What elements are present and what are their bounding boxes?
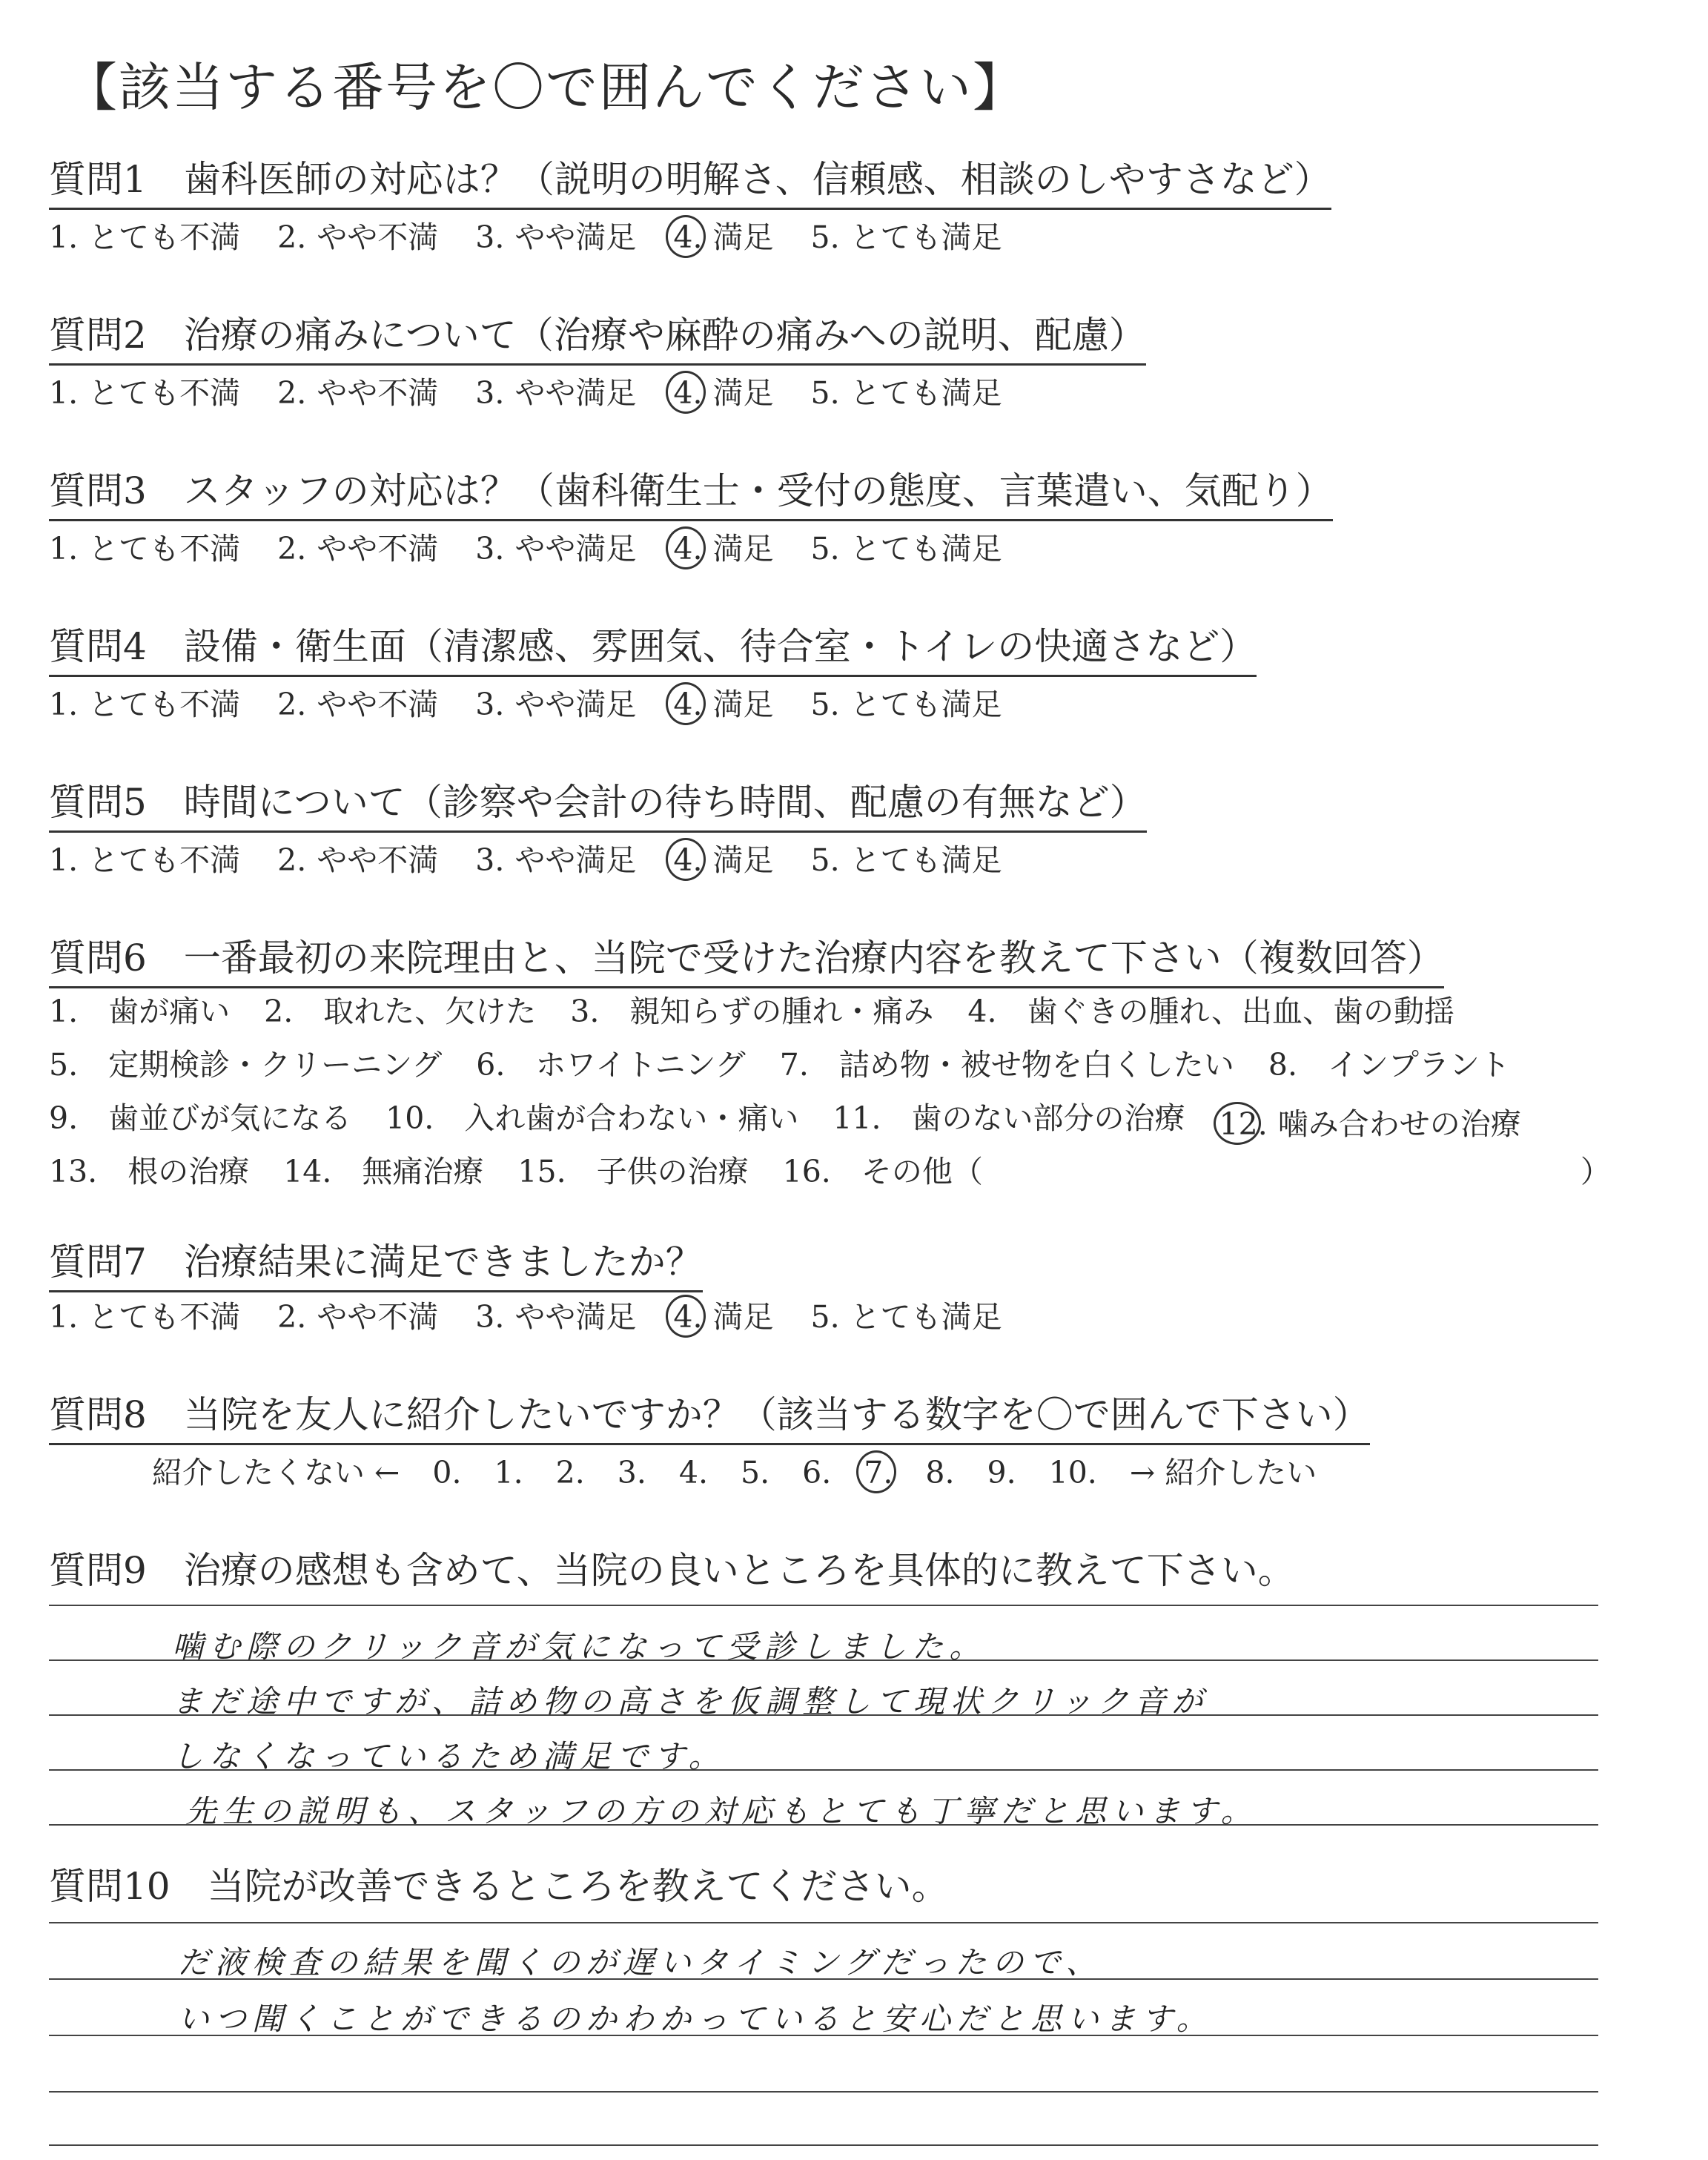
q9-answer-line-4[interactable]: 先生の説明も、スタッフの方の対応もとても丁寧だと思います。 bbox=[185, 1793, 1258, 1829]
q2-option-4-selected[interactable]: 4. 満足 bbox=[673, 372, 773, 414]
q6-option-13[interactable]: 13. 根の治療 bbox=[49, 1154, 250, 1189]
q6-option-1[interactable]: 1. 歯が痛い bbox=[49, 994, 231, 1029]
q6-option-10[interactable]: 10. 入れ歯が合わない・痛い bbox=[385, 1100, 799, 1136]
q6-row-1 bbox=[49, 991, 1665, 1044]
q6-option-6[interactable]: 6. ホワイトニング bbox=[476, 1047, 746, 1083]
q3-options bbox=[49, 528, 1002, 569]
q5-options bbox=[49, 839, 1002, 881]
q4-title: 質問4 設備・衛生面（清潔感、雰囲気、待合室・トイレの快適さなど） bbox=[49, 624, 1257, 677]
q9-title: 質問9 治療の感想も含めて、当院の良いところを具体的に教えて下さい。 bbox=[49, 1549, 1295, 1592]
q6-title: 質問6 一番最初の来院理由と、当院で受けた治療内容を教えて下さい（複数回答） bbox=[49, 936, 1444, 988]
q8-option-5[interactable]: 5. bbox=[741, 1455, 770, 1490]
q10-answer-rule-4 bbox=[49, 2091, 1598, 2093]
q8-option-2[interactable]: 2. bbox=[555, 1455, 585, 1490]
q3-option-5[interactable]: 5. とても満足 bbox=[810, 531, 1002, 567]
q8-option-9[interactable]: 9. bbox=[987, 1455, 1016, 1490]
q2-option-3[interactable]: 3. やや満足 bbox=[475, 375, 637, 411]
q5-option-2[interactable]: 2. やや不満 bbox=[277, 842, 439, 878]
q1-options bbox=[49, 217, 1002, 258]
q6-options bbox=[49, 991, 1665, 1204]
q7-title: 質問7 治療結果に満足できましたか？ bbox=[49, 1240, 703, 1292]
q2-option-2[interactable]: 2. やや不満 bbox=[277, 375, 439, 411]
q8-right-label: → 紹介したい bbox=[1129, 1455, 1317, 1490]
q3-option-2[interactable]: 2. やや不満 bbox=[277, 531, 439, 567]
q6-row-4 bbox=[49, 1151, 1665, 1204]
q8-option-6[interactable]: 6. bbox=[802, 1455, 832, 1490]
q3-option-3[interactable]: 3. やや満足 bbox=[475, 531, 637, 567]
q7-option-5[interactable]: 5. とても満足 bbox=[810, 1299, 1002, 1335]
q1-title: 質問1 歯科医師の対応は？（説明の明解さ、信頼感、相談のしやすさなど） bbox=[49, 157, 1331, 210]
q6-option-4[interactable]: 4. 歯ぐきの腫れ、出血、歯の動揺 bbox=[967, 994, 1454, 1029]
q5-option-3[interactable]: 3. やや満足 bbox=[475, 842, 637, 878]
q3-title: 質問3 スタッフの対応は？（歯科衛生士・受付の態度、言葉遣い、気配り） bbox=[49, 469, 1333, 521]
q6-option-3[interactable]: 3. 親知らずの腫れ・痛み bbox=[570, 994, 934, 1029]
q7-option-3[interactable]: 3. やや満足 bbox=[475, 1299, 637, 1335]
q8-option-10[interactable]: 10. bbox=[1048, 1455, 1097, 1490]
q9-answer-line-3[interactable]: しなくなっているため満足です。 bbox=[172, 1738, 726, 1774]
q3-option-1[interactable]: 1. とても不満 bbox=[49, 531, 241, 567]
q10-title: 質問10 当院が改善できるところを教えてください。 bbox=[49, 1865, 949, 1908]
q6-option-9[interactable]: 9. 歯並びが気になる bbox=[49, 1100, 352, 1136]
q6-option-14[interactable]: 14. 無痛治療 bbox=[283, 1154, 484, 1189]
q5-option-4-selected[interactable]: 4. 満足 bbox=[673, 839, 773, 881]
q1-option-2[interactable]: 2. やや不満 bbox=[277, 219, 439, 255]
q2-option-5[interactable]: 5. とても満足 bbox=[810, 375, 1002, 411]
q8-scale bbox=[152, 1452, 1317, 1493]
q4-option-4-selected[interactable]: 4. 満足 bbox=[673, 684, 773, 725]
q1-option-4-selected[interactable]: 4. 満足 bbox=[673, 217, 773, 258]
q8-option-8[interactable]: 8. bbox=[925, 1455, 955, 1490]
q3-option-4-selected[interactable]: 4. 満足 bbox=[673, 528, 773, 569]
q5-title: 質問5 時間について（診察や会計の待ち時間、配慮の有無など） bbox=[49, 780, 1147, 833]
q6-option-2[interactable]: 2. 取れた、欠けた bbox=[264, 994, 537, 1029]
q6-row-3 bbox=[49, 1097, 1665, 1151]
q7-options bbox=[49, 1296, 1002, 1338]
q10-answer-rule-1 bbox=[49, 1922, 1598, 1923]
q7-option-4-selected[interactable]: 4. 満足 bbox=[673, 1296, 773, 1338]
q4-option-5[interactable]: 5. とても満足 bbox=[810, 687, 1002, 722]
q6-option-15[interactable]: 15. 子供の治療 bbox=[517, 1154, 749, 1189]
q5-option-5[interactable]: 5. とても満足 bbox=[810, 842, 1002, 878]
q1-option-5[interactable]: 5. とても満足 bbox=[810, 219, 1002, 255]
q8-option-1[interactable]: 1. bbox=[494, 1455, 523, 1490]
q5-option-1[interactable]: 1. とても不満 bbox=[49, 842, 241, 878]
q8-option-4[interactable]: 4. bbox=[678, 1455, 709, 1490]
q6-option-11[interactable]: 11. 歯のない部分の治療 bbox=[833, 1100, 1185, 1136]
q9-answer-rule-1 bbox=[49, 1605, 1598, 1606]
q10-answer-rule-5 bbox=[49, 2144, 1598, 2146]
q9-answer-line-1[interactable]: 噛む際のクリック音が気になって受診しました。 bbox=[172, 1628, 987, 1665]
q6-option-16[interactable]: 16. その他（ bbox=[782, 1154, 983, 1189]
q7-option-1[interactable]: 1. とても不満 bbox=[49, 1299, 241, 1335]
q6-option-12-selected[interactable]: 12. 噛み合わせの治療 bbox=[1219, 1097, 1521, 1151]
q2-title: 質問2 治療の痛みについて（治療や麻酔の痛みへの説明、配慮） bbox=[49, 313, 1146, 366]
q1-option-3[interactable]: 3. やや満足 bbox=[475, 219, 637, 255]
q9-answer-line-2[interactable]: まだ途中ですが、詰め物の高さを仮調整して現状クリック音が bbox=[172, 1683, 1209, 1720]
q4-option-2[interactable]: 2. やや不満 bbox=[277, 687, 439, 722]
q8-left-label: 紹介したくない ← bbox=[152, 1455, 400, 1490]
q8-option-7-selected[interactable]: 7. bbox=[864, 1452, 893, 1493]
q2-option-1[interactable]: 1. とても不満 bbox=[49, 375, 241, 411]
q6-other-close-paren: ） bbox=[1580, 1154, 1611, 1189]
q8-option-3[interactable]: 3. bbox=[617, 1455, 646, 1490]
q7-option-2[interactable]: 2. やや不満 bbox=[277, 1299, 439, 1335]
q10-answer-line-2[interactable]: いつ聞くことができるのかわかっていると安心だと思います。 bbox=[178, 2001, 1214, 2037]
q6-option-5[interactable]: 5. 定期検診・クリーニング bbox=[49, 1047, 443, 1083]
q2-options bbox=[49, 372, 1002, 414]
q6-option-8[interactable]: 8. インプラント bbox=[1268, 1047, 1510, 1083]
q6-option-7[interactable]: 7. 詰め物・被せ物を白くしたい bbox=[779, 1047, 1234, 1083]
q4-option-1[interactable]: 1. とても不満 bbox=[49, 687, 241, 722]
q8-option-0[interactable]: 0. bbox=[432, 1455, 462, 1490]
q1-option-1[interactable]: 1. とても不満 bbox=[49, 219, 241, 255]
q4-options bbox=[49, 684, 1002, 725]
q4-option-3[interactable]: 3. やや満足 bbox=[475, 687, 637, 722]
q10-answer-line-1[interactable]: だ液検査の結果を聞くのが遅いタイミングだったので、 bbox=[178, 1944, 1103, 1981]
page-header: 【該当する番号を〇で囲んでください】 bbox=[65, 57, 1026, 118]
q6-row-2 bbox=[49, 1044, 1665, 1097]
q8-title: 質問8 当院を友人に紹介したいですか？（該当する数字を〇で囲んで下さい） bbox=[49, 1393, 1370, 1445]
